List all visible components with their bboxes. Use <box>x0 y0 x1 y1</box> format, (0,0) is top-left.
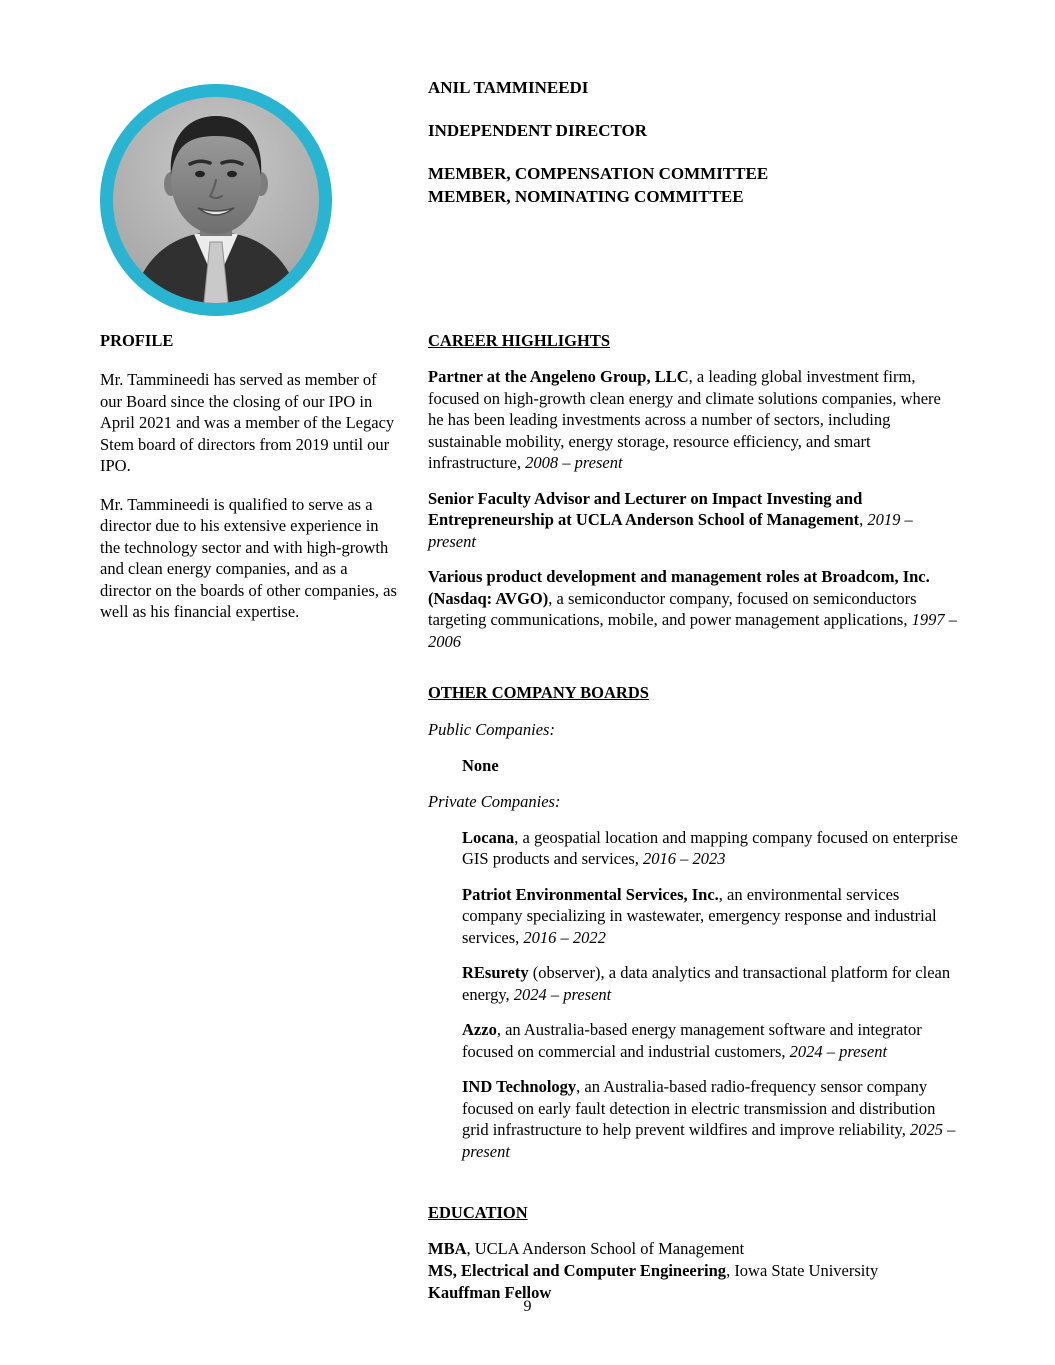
education-list <box>428 1238 958 1304</box>
career-highlight-item <box>428 488 958 553</box>
private-board-item <box>462 1019 958 1062</box>
education-degree: MBA <box>428 1239 467 1258</box>
private-board-dates: 2025 – present <box>462 1120 956 1161</box>
education-degree: Kauffman Fellow <box>428 1283 552 1302</box>
career-item-description: , a semiconductor company, focused on semiconductors targeting communications, mobile, and power management applications, <box>428 588 917 629</box>
private-board-description: , an environmental services company specializing in wastewater, emergency response and industrial services, <box>462 884 937 947</box>
career-item-title: Various product development and management roles at Broadcom, Inc. (Nasdaq: AVGO) <box>428 567 930 608</box>
other-company-boards-heading: OTHER COMPANY BOARDS <box>428 683 649 702</box>
director-name: ANIL TAMMINEEDI <box>428 78 589 97</box>
profile-paragraph-1: Mr. Tammineedi has served as member of our Board since the closing of our IPO in April 2021 and was a member of the Legacy Stem board of directors from 2019 until our IPO. <box>100 370 395 475</box>
private-board-description: , an Australia-based radio-frequency sensor company focused on early fault detection in electric transmission and distribution grid infrastructure to help prevent wildfires and improve reliability, <box>462 1077 936 1139</box>
profile-heading: PROFILE <box>100 331 174 350</box>
career-item-title: Senior Faculty Advisor and Lecturer on Impact Investing and Entrepreneurship at UCLA Anderson School of Management <box>428 488 863 529</box>
private-board-description: , a geospatial location and mapping company focused on enterprise GIS products and services, <box>462 827 958 868</box>
private-board-dates: 2024 – present <box>789 1041 888 1061</box>
private-board-company: Patriot Environmental Services, Inc. <box>462 884 719 904</box>
private-board-company: Locana <box>462 827 515 847</box>
education-school: , Iowa State University <box>726 1261 879 1280</box>
membership-compensation: MEMBER, COMPENSATION COMMITTEE <box>428 164 769 183</box>
profile-paragraph-2: Mr. Tammineedi is qualified to serve as a director due to his extensive experience in the technology sector and with high-growth and clean energy companies, and as a director on the boards of other companies, as well as his financial expertise. <box>100 494 397 621</box>
education-line <box>428 1260 958 1282</box>
private-companies-label: Private Companies: <box>428 792 561 811</box>
details-column <box>428 330 958 1304</box>
career-highlights-heading: CAREER HIGHLIGHTS <box>428 331 610 350</box>
private-board-item <box>462 962 958 1005</box>
profile-section <box>100 330 402 623</box>
committee-memberships <box>428 162 958 208</box>
private-board-company: Azzo <box>462 1020 497 1039</box>
public-companies-label: Public Companies: <box>428 720 555 739</box>
education-line <box>428 1238 958 1260</box>
public-companies-none <box>462 755 958 777</box>
private-board-item <box>462 827 958 870</box>
private-board-item <box>462 1076 958 1162</box>
career-item-description: , a leading global investment firm, focused on high-growth clean energy and climate solutions companies, where he has been leading investments across a number of sectors, including sustainable mobility, energy storage, resource efficiency, and smart infrastructure, <box>428 367 941 472</box>
career-item-dates: 2019 – present <box>428 510 913 551</box>
private-board-company: REsurety <box>462 963 529 982</box>
education-heading: EDUCATION <box>428 1203 528 1222</box>
career-item-description: , <box>859 510 868 529</box>
portrait-photo-graphic <box>100 84 332 316</box>
none-label: None <box>462 755 499 775</box>
page-number: 9 <box>523 1298 532 1315</box>
private-board-description: , an Australia-based energy management software and integrator focused on commercial and industrial customers, <box>462 1020 922 1061</box>
private-board-dates: 2016 – 2022 <box>523 927 606 947</box>
private-board-description: (observer), a data analytics and transactional platform for clean energy, <box>462 963 951 1004</box>
career-highlight-item <box>428 566 958 652</box>
director-role: INDEPENDENT DIRECTOR <box>428 121 647 140</box>
director-header <box>428 76 958 208</box>
private-board-company: IND Technology <box>462 1077 577 1096</box>
career-highlight-item <box>428 366 958 474</box>
education-school: , UCLA Anderson School of Management <box>466 1239 745 1258</box>
career-item-dates: 1997 – 2006 <box>428 610 957 651</box>
portrait-photo <box>100 84 332 316</box>
private-board-dates: 2016 – 2023 <box>643 849 726 868</box>
private-board-dates: 2024 – present <box>513 984 612 1004</box>
career-item-dates: 2008 – present <box>525 453 623 472</box>
private-board-item <box>462 884 958 949</box>
membership-nominating: MEMBER, NOMINATING COMMITTEE <box>428 187 744 206</box>
career-item-title: Partner at the Angeleno Group, LLC <box>428 367 689 386</box>
education-degree: MS, Electrical and Computer Engineering <box>428 1261 727 1280</box>
